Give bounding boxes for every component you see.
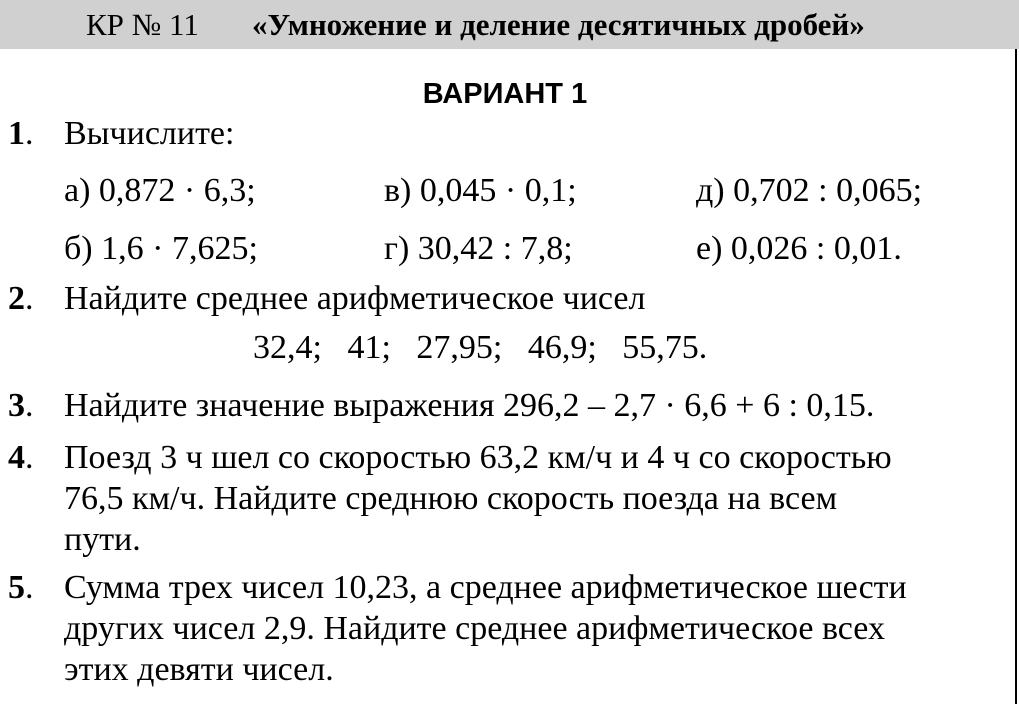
task-4-line-1: Поезд 3 ч шел со скоростью 63,2 км/ч и 4 ч со скоростью [64,439,892,476]
task-2-numbers: 32,4; 41; 27,95; 46,9; 55,75. [253,329,708,366]
page-border [1015,49,1017,704]
task-number-1: 1. [8,115,34,152]
task-number-4: 4. [8,439,34,476]
task-1-item-d: д) 0,702 : 0,065; [696,172,923,209]
task-number-5: 5. [8,569,34,606]
task-2-text: Найдите среднее арифметическое чисел [64,280,646,317]
task-4-line-2: 76,5 км/ч. Найдите среднюю скорость поезда на всем [64,480,838,517]
work-title: «Умножение и деление десятичных дробей» [252,7,865,42]
task-1-item-a: а) 0,872 · 6,3; [64,172,256,209]
task-number-2: 2. [8,280,34,317]
task-1-item-e: е) 0,026 : 0,01. [696,230,902,267]
task-1-text: Вычислите: [64,115,235,152]
work-code: КР № 11 [86,7,199,42]
header-bar [0,0,1019,49]
task-4-line-3: пути. [64,521,141,558]
task-3-text: Найдите значение выражения 296,2 – 2,7 · 6,6 + 6 : 0,15. [64,387,875,424]
task-1-item-v: в) 0,045 · 0,1; [384,172,577,209]
task-1-item-g: г) 30,42 : 7,8; [384,230,573,267]
task-1-item-b: б) 1,6 · 7,625; [64,230,258,267]
variant-heading: ВАРИАНТ 1 [422,78,588,110]
task-5-line-3: этих девяти чисел. [64,651,334,688]
task-5-line-2: других чисел 2,9. Найдите среднее арифметическое всех [64,610,885,647]
task-5-line-1: Сумма трех чисел 10,23, а среднее арифметическое шести [64,569,907,606]
task-number-3: 3. [8,387,34,424]
